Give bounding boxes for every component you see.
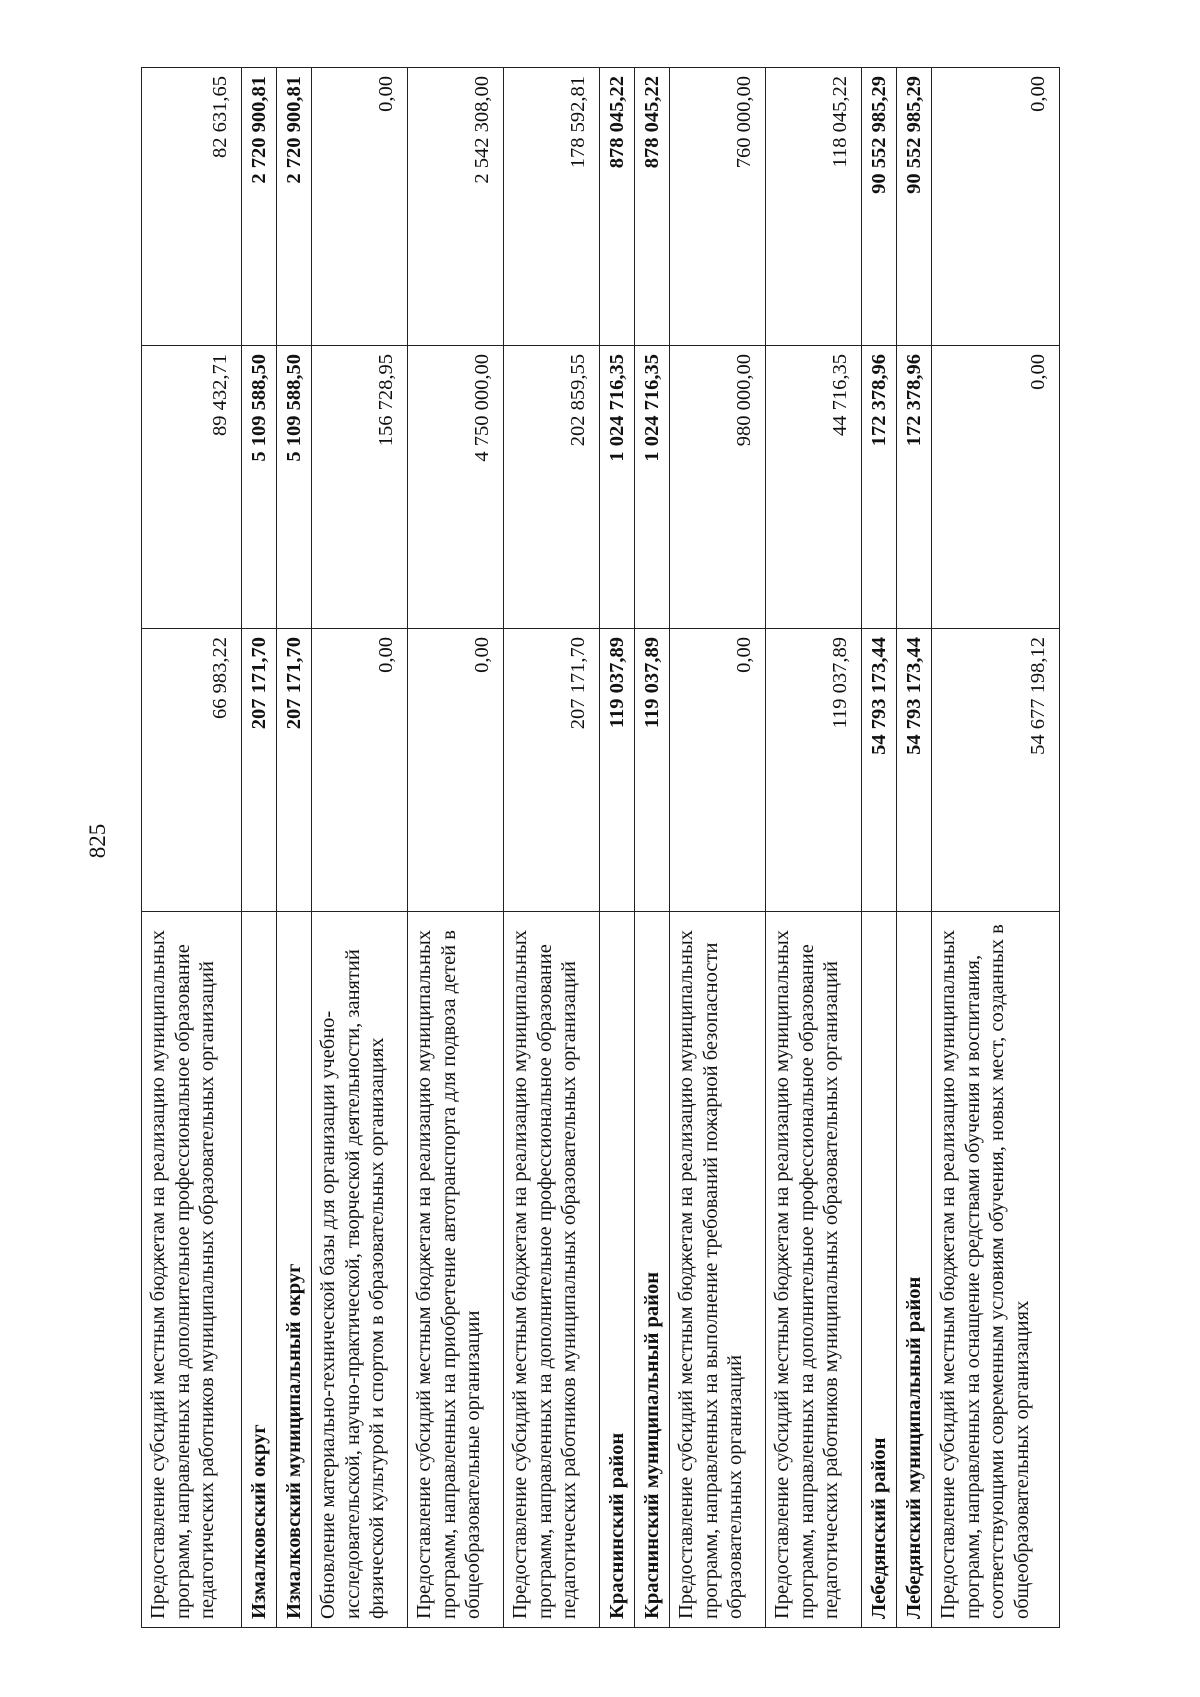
row-value-3: 760 000,00 bbox=[670, 68, 766, 346]
table-row-subtotal bbox=[600, 68, 635, 1628]
row-value-1: 207 171,70 bbox=[504, 629, 600, 912]
row-name: Предоставление субсидий местным бюджетам на реализацию муниципальных программ, направленных на выполнение требований пожарной безопасности образовательных организаций bbox=[670, 912, 766, 1628]
row-value-2: 4 750 000,00 bbox=[408, 346, 504, 629]
row-value-2: 1 024 716,35 bbox=[635, 346, 670, 629]
table-row-subtotal bbox=[277, 68, 312, 1628]
row-value-1: 207 171,70 bbox=[242, 629, 277, 912]
row-value-1: 0,00 bbox=[312, 629, 408, 912]
row-value-1: 207 171,70 bbox=[277, 629, 312, 912]
table-row-subtotal bbox=[635, 68, 670, 1628]
row-value-2: 980 000,00 bbox=[670, 346, 766, 629]
row-value-3: 118 045,22 bbox=[766, 68, 862, 346]
row-value-1: 0,00 bbox=[670, 629, 766, 912]
row-name: Измалковский округ bbox=[242, 912, 277, 1628]
row-value-2: 1 024 716,35 bbox=[600, 346, 635, 629]
row-name: Измалковский муниципальный округ bbox=[277, 912, 312, 1628]
table-row-subtotal bbox=[897, 68, 932, 1628]
row-name: Предоставление субсидий местным бюджетам на реализацию муниципальных программ, направленных на оснащение средствами обучения и воспитания, соответствующими современным условиям обучения, новых мест, созданных в общеобразовательных организациях bbox=[932, 912, 1060, 1628]
row-value-2: 44 716,35 bbox=[766, 346, 862, 629]
row-value-2: 202 859,55 bbox=[504, 346, 600, 629]
table-row bbox=[408, 68, 504, 1628]
table-row bbox=[766, 68, 862, 1628]
row-value-3: 178 592,81 bbox=[504, 68, 600, 346]
row-value-3: 0,00 bbox=[312, 68, 408, 346]
row-value-1: 119 037,89 bbox=[600, 629, 635, 912]
row-value-1: 119 037,89 bbox=[766, 629, 862, 912]
row-value-1: 0,00 bbox=[408, 629, 504, 912]
row-name: Лебедянский муниципальный район bbox=[897, 912, 932, 1628]
table-row-subtotal bbox=[242, 68, 277, 1628]
row-name: Обновление материально-технической базы для организации учебно-исследовательской, научно-практической, творческой деятельности, занятий физической культурой и спортом в образовательных организациях bbox=[312, 912, 408, 1628]
budget-table bbox=[141, 67, 1060, 1628]
row-value-2: 89 432,71 bbox=[142, 346, 242, 629]
row-value-3: 0,00 bbox=[932, 68, 1060, 346]
row-value-1: 66 983,22 bbox=[142, 629, 242, 912]
table-row-subtotal bbox=[862, 68, 897, 1628]
row-value-3: 90 552 985,29 bbox=[897, 68, 932, 346]
row-name: Предоставление субсидий местным бюджетам на реализацию муниципальных программ, направленных на дополнительное профессиональное образование педагогических работников муниципальных образовательных организаций bbox=[142, 912, 242, 1628]
row-value-1: 54 793 173,44 bbox=[897, 629, 932, 912]
row-name: Предоставление субсидий местным бюджетам на реализацию муниципальных программ, направленных на приобретение автотранспорта для подвоза детей в общеобразовательные организации bbox=[408, 912, 504, 1628]
row-name: Краснинский муниципальный район bbox=[635, 912, 670, 1628]
row-value-2: 0,00 bbox=[932, 346, 1060, 629]
page-number: 825 bbox=[85, 823, 110, 859]
row-value-3: 878 045,22 bbox=[600, 68, 635, 346]
row-value-3: 2 720 900,81 bbox=[277, 68, 312, 346]
row-value-2: 5 109 588,50 bbox=[242, 346, 277, 629]
row-name: Предоставление субсидий местным бюджетам на реализацию муниципальных программ, направленных на дополнительное профессиональное образование педагогических работников муниципальных образовательных организаций bbox=[504, 912, 600, 1628]
row-value-1: 54 677 198,12 bbox=[932, 629, 1060, 912]
table-row bbox=[142, 68, 242, 1628]
row-name: Лебедянский район bbox=[862, 912, 897, 1628]
row-value-3: 878 045,22 bbox=[635, 68, 670, 346]
rotated-table-wrapper bbox=[141, 68, 1059, 1628]
table-row bbox=[670, 68, 766, 1628]
row-value-3: 90 552 985,29 bbox=[862, 68, 897, 346]
row-value-2: 5 109 588,50 bbox=[277, 346, 312, 629]
table-row bbox=[932, 68, 1060, 1628]
row-value-2: 172 378,96 bbox=[897, 346, 932, 629]
row-name: Краснинский район bbox=[600, 912, 635, 1628]
row-value-3: 2 542 308,00 bbox=[408, 68, 504, 346]
row-value-1: 54 793 173,44 bbox=[862, 629, 897, 912]
row-value-3: 82 631,65 bbox=[142, 68, 242, 346]
row-name: Предоставление субсидий местным бюджетам на реализацию муниципальных программ, направленных на дополнительное профессиональное образование педагогических работников муниципальных образовательных организаций bbox=[766, 912, 862, 1628]
row-value-2: 156 728,95 bbox=[312, 346, 408, 629]
row-value-2: 172 378,96 bbox=[862, 346, 897, 629]
row-value-1: 119 037,89 bbox=[635, 629, 670, 912]
table-row bbox=[312, 68, 408, 1628]
table-row bbox=[504, 68, 600, 1628]
row-value-3: 2 720 900,81 bbox=[242, 68, 277, 346]
